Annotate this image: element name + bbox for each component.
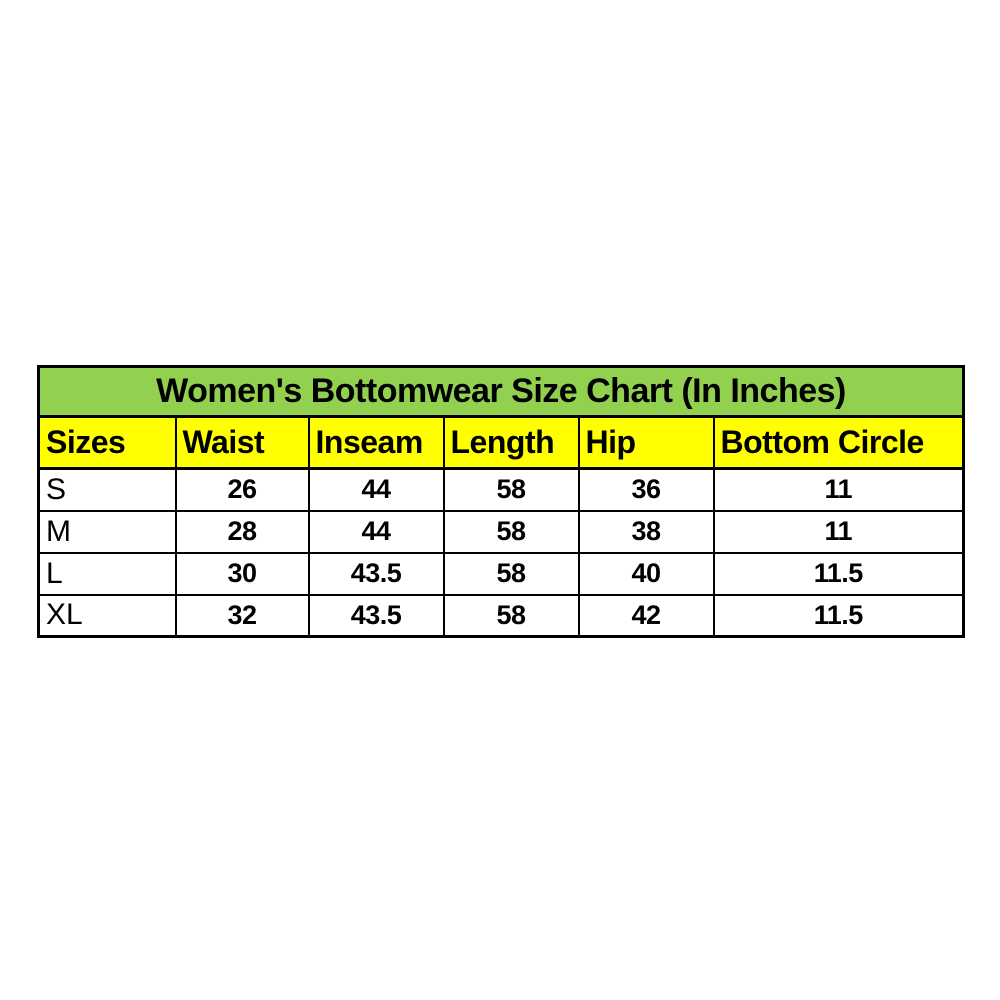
column-header-length: Length [444,417,579,469]
table-row-xl [39,595,964,637]
column-header-hip: Hip [579,417,714,469]
column-header-inseam: Inseam [309,417,444,469]
table-row-m [39,511,964,553]
row-label-size: S [39,469,176,511]
cell-length: 58 [444,553,579,595]
row-label-size: L [39,553,176,595]
cell-bottom-circle: 11.5 [714,553,964,595]
cell-length: 58 [444,469,579,511]
column-header-bottom-circle: Bottom Circle [714,417,964,469]
cell-waist: 32 [176,595,309,637]
cell-waist: 30 [176,553,309,595]
size-chart-table [37,365,965,638]
column-header-waist: Waist [176,417,309,469]
cell-hip: 36 [579,469,714,511]
table-row-l [39,553,964,595]
cell-inseam: 44 [309,511,444,553]
cell-bottom-circle: 11.5 [714,595,964,637]
cell-bottom-circle: 11 [714,469,964,511]
cell-length: 58 [444,595,579,637]
cell-bottom-circle: 11 [714,511,964,553]
table-row-s [39,469,964,511]
row-label-size: XL [39,595,176,637]
cell-length: 58 [444,511,579,553]
cell-waist: 26 [176,469,309,511]
cell-inseam: 43.5 [309,595,444,637]
cell-waist: 28 [176,511,309,553]
cell-hip: 38 [579,511,714,553]
cell-hip: 42 [579,595,714,637]
cell-hip: 40 [579,553,714,595]
table-header-row [39,417,964,469]
table-title: Women's Bottomwear Size Chart (In Inches) [39,367,964,417]
cell-inseam: 44 [309,469,444,511]
row-label-size: M [39,511,176,553]
column-header-sizes: Sizes [39,417,176,469]
size-chart [37,365,962,638]
table-title-row [39,367,964,417]
cell-inseam: 43.5 [309,553,444,595]
